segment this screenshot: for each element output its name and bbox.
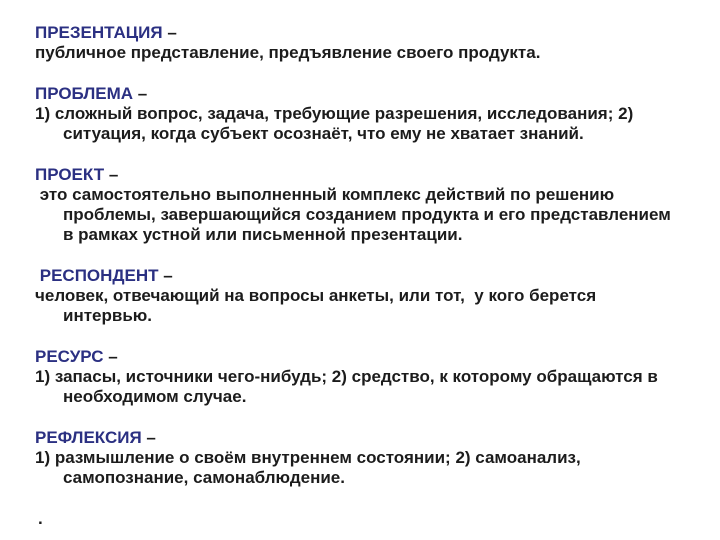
definition-line: необходимом случае. — [63, 387, 247, 406]
term-dash: – — [141, 428, 156, 447]
term-title: ПРОЕКТ — [35, 165, 105, 184]
definition-lines — [35, 185, 692, 245]
term-dash: – — [104, 165, 119, 184]
definition-lines — [35, 104, 692, 144]
definition-line: 1) запасы, источники чего-нибудь; 2) средство, к которому обращаются в — [35, 367, 658, 386]
definition-section — [35, 428, 692, 488]
definition-line: интервью. — [63, 306, 153, 325]
term-title: РЕСУРС — [35, 347, 104, 366]
definition-line: 1) размышление о своём внутреннем состоянии; 2) самоанализ, — [35, 448, 581, 467]
definition-lines — [35, 43, 692, 63]
definition-line: в рамках устной или письменной презентации. — [63, 225, 463, 244]
term-heading — [35, 23, 692, 43]
definitions-list — [35, 23, 692, 488]
term-dash: – — [158, 266, 173, 285]
term-heading — [35, 165, 692, 185]
definition-line: 1) сложный вопрос, задача, требующие разрешения, исследования; 2) — [35, 104, 634, 123]
definition-lines — [35, 448, 692, 488]
definition-lines — [35, 286, 692, 326]
definition-section — [35, 84, 692, 144]
trailing-period: . — [38, 509, 43, 528]
definition-section — [35, 266, 692, 326]
term-heading — [35, 428, 692, 448]
definition-section — [35, 347, 692, 407]
term-heading — [35, 84, 692, 104]
definition-line: публичное представление, предъявление своего продукта. — [35, 43, 541, 62]
term-title: ПРЕЗЕНТАЦИЯ — [35, 23, 163, 42]
term-heading — [35, 347, 692, 367]
term-dash: – — [133, 84, 148, 103]
definition-line: ситуация, когда субъект осознаёт, что ему не хватает знаний. — [63, 124, 584, 143]
term-dash: – — [103, 347, 118, 366]
term-heading — [35, 266, 692, 286]
definition-lines — [35, 367, 692, 407]
definition-line: это самостоятельно выполненный комплекс действий по решению — [35, 185, 615, 204]
term-title: ПРОБЛЕМА — [35, 84, 134, 103]
definition-line: проблемы, завершающийся созданием продукта и его представлением — [63, 205, 671, 224]
definition-line: человек, отвечающий на вопросы анкеты, или тот, у кого берется — [35, 286, 597, 305]
definition-section — [35, 23, 692, 63]
definition-line: самопознание, самонаблюдение. — [63, 468, 345, 487]
term-title: РЕФЛЕКСИЯ — [35, 428, 142, 447]
term-title: РЕСПОНДЕНТ — [35, 266, 159, 285]
definition-section — [35, 165, 692, 245]
term-dash: – — [162, 23, 177, 42]
